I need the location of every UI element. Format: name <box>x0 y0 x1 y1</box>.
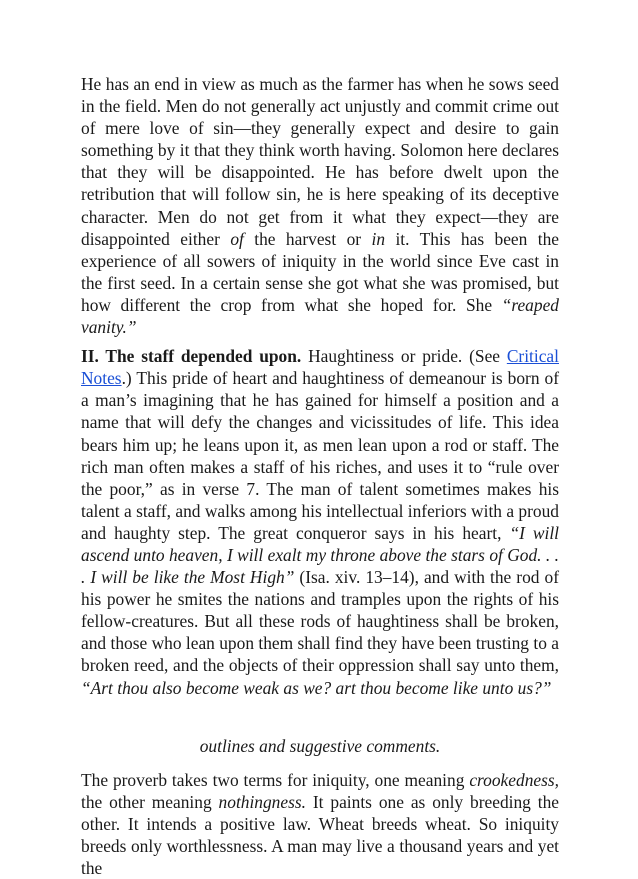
document-page <box>81 73 559 879</box>
paragraph-3 <box>81 769 559 879</box>
paragraph-text: He has an end in view as much as the farmer has when he sows seed in the field. Men do not generally act unjustly and commit crime out of mere love of sin—they generally expect and desire to gain something by it that they think worth having. Solomon here declares that they will be disappointed. He has before dwelt upon the retribution that will follow sin, he is here speaking of its deceptive character. Men do not get from it what they expect—they are disappointed either <box>81 74 559 249</box>
section-2-paragraph <box>81 345 559 699</box>
paragraph-text: (Isa. xiv. 13–14), and with the rod of his power he smites the nations and tramples upon the rights of his fellow-creatures. But all these rods of haughtiness shall be broken, and those who lean upon them shall find they have been trusting to a broken reed, and the objects of their oppression shall say unto them, <box>81 567 559 676</box>
emphasis-quote: “reaped vanity.” <box>81 294 559 338</box>
critical-notes-link[interactable]: Critical Notes <box>81 346 559 389</box>
paragraph-text: the other meaning <box>81 791 219 812</box>
emphasis-quote: “I will ascend unto heaven, I will exalt my throne above the stars of God. . . . I will be like the Most High” <box>81 522 560 588</box>
section-heading: II. The staff depended upon. <box>81 346 302 367</box>
paragraph-text: The proverb takes two terms for iniquity, one meaning <box>81 769 470 790</box>
emphasis: in <box>371 228 386 249</box>
emphasis-quote: “Art thou also become weak as we? art thou become like unto us?” <box>81 677 552 698</box>
paragraph-text: .) This pride of heart and haughtiness of demeanour is born of a man’s imagining that he has gained for himself a position and a name that will defy the changes and vicissitudes of life. This idea bears him up; he leans upon it, as men lean upon a rod or staff. The rich man often makes a staff of his riches, and uses it to “rule over the poor,” as in verse 7. The man of talent sometimes makes his talent a staff, and walks among his intellectual inferiors with a proud and haughty step. The great conqueror says in his heart, <box>81 368 559 543</box>
emphasis: nothingness. <box>218 791 306 812</box>
paragraph-1 <box>81 73 559 338</box>
emphasis: crookedness, <box>469 769 559 790</box>
emphasis: of <box>230 228 244 249</box>
paragraph-text: it. This has been the experience of all sowers of iniquity in the world since Eve cast in the first seed. In a certain sense she got what she was promised, but how different the crop from what she hoped for. She <box>81 228 560 315</box>
paragraph-text: It paints one as only breeding the other. It intends a positive law. Wheat breeds wheat. So iniquity breeds only worthlessness. A man may live a thousand years and yet the <box>81 791 559 879</box>
outlines-heading: outlines and suggestive comments. <box>199 735 441 756</box>
paragraph-text: the harvest or <box>243 228 372 249</box>
paragraph-text: Haughtiness or pride. (See <box>301 346 507 367</box>
